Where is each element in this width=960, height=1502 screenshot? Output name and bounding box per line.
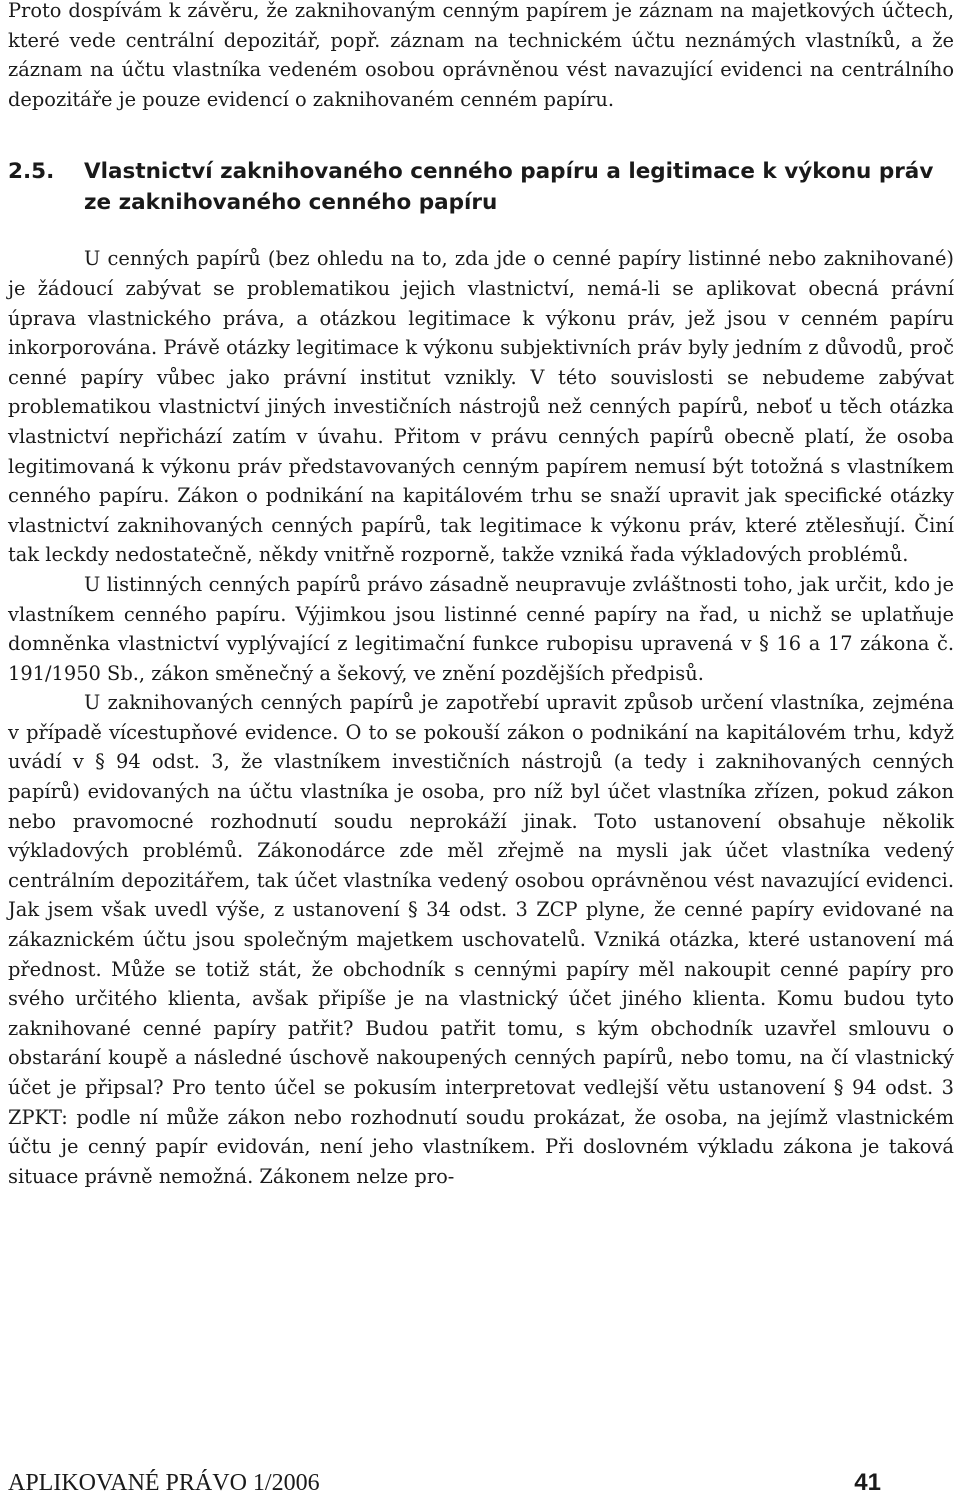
document-page bbox=[8, 0, 954, 1191]
intro-paragraph: Proto dospívám k závěru, že zaknihovaným cenným papírem je záznam na majetkových účtech, které vede centrální depozitář, popř. záznam na technickém účtu neznámých vlastníků, a že záznam na účtu vlastníka vedeném osobou oprávněnou vést navazující evidenci na centrálního depozitáře je pouze evidencí o zaknihovaném cenném papíru. bbox=[8, 0, 954, 111]
body-paragraph-1: U cenných papírů (bez ohledu na to, zda jde o cenné papíry listinné nebo zaknihované) je žádoucí zabývat se problematikou jejich vlastnictví, nemá-li se aplikovat obecná právní úprava vlastnického práva, a otázkou legitimace k výkonu práv, jež jsou v cenném papíru inkorporována. Právě otázky legitimace k výkonu subjektivních práv byly jedním z důvodů, proč cenné papíry vůbec jako právní institut vznikly. V této souvislosti se nebudeme zabývat problematikou vlastnictví jiných investičních nástrojů než cenných papírů, neboť u těch otázka vlastnictví nepřichází zatím v úvahu. Přitom v právu cenných papírů obecně platí, že osoba legitimovaná k výkonu práv představovaných cenným papírem nemusí být totožná s vlastníkem cenného papíru. Zákon o podnikání na kapitálovém trhu se snaží upravit jak specifické otázky vlastnictví zaknihovaných cenných papírů, tak legitimace k výkonu práv, které ztělesňují. Činí tak leckdy nedostatečně, někdy vnitřně rozporně, takže vzniká řada výkladových problémů. bbox=[8, 247, 954, 567]
page-footer bbox=[8, 1469, 881, 1497]
section-title: Vlastnictví zaknihovaného cenného papíru a legitimace k výkonu práv ze zaknihovaného cenného papíru bbox=[84, 159, 934, 216]
section-number: 2.5. bbox=[8, 159, 55, 185]
page-number: 41 bbox=[854, 1469, 881, 1496]
journal-name: APLIKOVANÉ PRÁVO 1/2006 bbox=[8, 1470, 320, 1496]
section-heading bbox=[8, 156, 954, 218]
body-paragraph-3: U zaknihovaných cenných papírů je zapotřebí upravit způsob určení vlastníka, zejména v případě vícestupňové evidence. O to se pokouší zákon o podnikání na kapitálovém trhu, když uvádí v § 94 odst. 3, že vlastníkem investičních nástrojů (a tedy i zaknihovaných cenných papírů) evidovaných na účtu vlastníka je osoba, pro níž byl účet vlastníka zřízen, pokud zákon nebo pravomocné rozhodnutí soudu neprokáží jinak. Toto ustanovení obsahuje několik výkladových problémů. Zákonodárce zde měl zřejmě na mysli jak účet vlastníka vedený centrálním depozitářem, tak účet vlastníka vedený osobou oprávněnou vést navazující evidenci. Jak jsem však uvedl výše, z ustanovení § 34 odst. 3 ZCP plyne, že cenné papíry evidované na zákaznickém účtu jsou společným majetkem uschovatelů. Vzniká otázka, které ustanovení má přednost. Může se totiž stát, že obchodník s cennými papíry měl nakoupit cenné papíry pro svého určitého klienta, avšak připíše je na vlastnický účet jiného klienta. Komu budou tyto zaknihované cenné papíry patřit? Budou patřit tomu, s kým obchodník uzavřel smlouvu o obstarání koupě a následné úschově nakoupených cenných papírů, nebo tomu, na čí vlastnický účet je připsal? Pro tento účel se pokusím interpretovat vedlejší větu ustanovení § 94 odst. 3 ZPKT: podle ní může zákon nebo rozhodnutí soudu prokázat, že osoba, na jejímž vlastnickém účtu je cenný papír evidován, není jeho vlastníkem. Při doslovném výkladu zákona je taková situace právně nemožná. Zákonem nelze pro- bbox=[8, 691, 954, 1188]
body-paragraph-2: U listinných cenných papírů právo zásadně neupravuje zvláštnosti toho, jak určit, kdo je vlastníkem cenného papíru. Výjimkou jsou listinné cenné papíry na řad, u nichž se uplatňuje domněnka vlastnictví vyplývající z legitimační funkce rubopisu upravená v § 16 a 17 zákona č. 191/1950 Sb., zákon směnečný a šekový, ve znění pozdějších předpisů. bbox=[8, 572, 954, 685]
